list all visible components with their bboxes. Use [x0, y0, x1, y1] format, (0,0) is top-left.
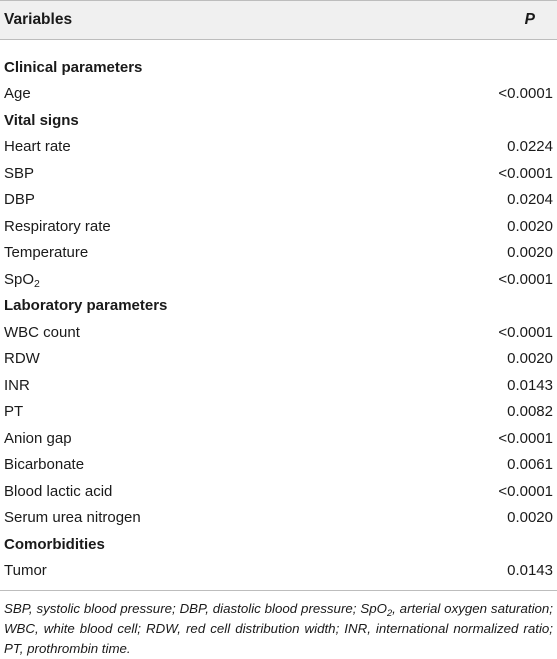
variable-label [4, 350, 40, 367]
variable-label-text: Blood lactic acid [4, 482, 113, 500]
p-value: 0.0020 [507, 244, 553, 262]
section-header-row [0, 107, 557, 134]
table-row [0, 399, 557, 426]
variable-label-text: SpO [4, 270, 35, 288]
p-value: <0.0001 [498, 482, 553, 500]
p-value: 0.0143 [507, 562, 553, 580]
variable-label [4, 191, 35, 208]
variable-label [4, 456, 84, 473]
variable-label-text: SBP [4, 164, 35, 182]
variable-label-text: RDW [4, 350, 40, 368]
section-header-row [0, 293, 557, 320]
p-value: 0.0224 [507, 138, 553, 156]
p-value: 0.0020 [507, 350, 553, 368]
variable-label [4, 165, 34, 182]
variable-label-text: Tumor [4, 562, 47, 580]
p-value: <0.0001 [498, 164, 553, 182]
table-body [0, 40, 557, 584]
variable-label [4, 271, 40, 288]
section-header-row [0, 531, 557, 558]
table-row [0, 372, 557, 399]
variable-label-text: Respiratory rate [4, 217, 111, 235]
variable-label-subscript: 2 [34, 277, 40, 290]
variable-label-text: Vital signs [4, 111, 79, 129]
footnote-sub: 2 [386, 607, 393, 618]
table-row [0, 505, 557, 532]
variable-label [4, 430, 72, 447]
variable-label-text: Laboratory parameters [4, 297, 168, 315]
variable-label-text: Clinical parameters [4, 58, 143, 76]
table-header [0, 0, 557, 40]
p-value: 0.0204 [507, 191, 553, 209]
table-row [0, 134, 557, 161]
header-variables: Variables [4, 11, 73, 28]
variable-label [4, 85, 31, 102]
footnote-part1: SBP, systolic blood pressure; DBP, diastolic blood pressure; SpO [4, 601, 387, 616]
variable-label [4, 483, 112, 500]
variable-label-text: PT [4, 403, 24, 421]
table-row [0, 266, 557, 293]
table-row [0, 240, 557, 267]
table-row [0, 558, 557, 585]
table-row [0, 160, 557, 187]
variable-label [4, 562, 47, 579]
table-row [0, 319, 557, 346]
header-p-value: P [524, 11, 535, 28]
p-value: <0.0001 [498, 270, 553, 288]
p-value: 0.0061 [507, 456, 553, 474]
variable-label-text: Serum urea nitrogen [4, 509, 141, 527]
table-row [0, 346, 557, 373]
variable-label-text: Bicarbonate [4, 456, 85, 474]
variable-label-text: INR [4, 376, 30, 394]
variable-label [4, 218, 111, 235]
section-label [4, 59, 142, 76]
variable-label-text: Age [4, 85, 31, 103]
variable-label-text: Comorbidities [4, 535, 105, 553]
table-row [0, 187, 557, 214]
table-footnote [0, 591, 557, 659]
footnote-part2: , arterial oxygen saturation; WBC, white blood cell; RDW, red cell distribution width; INR, international normalized ratio; PT, prothrombin time. [4, 601, 554, 656]
section-label [4, 536, 105, 553]
p-value: <0.0001 [498, 429, 553, 447]
variable-label-text: Anion gap [4, 429, 72, 447]
variable-label [4, 509, 141, 526]
table-row [0, 478, 557, 505]
variable-label-text: WBC count [4, 323, 80, 341]
section-label [4, 297, 167, 314]
variable-label [4, 324, 80, 341]
variable-label [4, 138, 71, 155]
table-row [0, 425, 557, 452]
table-row [0, 452, 557, 479]
variable-label [4, 377, 30, 394]
p-value: <0.0001 [498, 85, 553, 103]
table-row [0, 81, 557, 108]
p-value: 0.0082 [507, 403, 553, 421]
p-value: 0.0020 [507, 217, 553, 235]
p-value: <0.0001 [498, 323, 553, 341]
p-value: 0.0020 [507, 509, 553, 527]
variable-label-text: Temperature [4, 244, 89, 262]
section-header-row [0, 54, 557, 81]
variable-label-text: Heart rate [4, 138, 71, 156]
variable-label [4, 244, 88, 261]
p-value: 0.0143 [507, 376, 553, 394]
variable-label-text: DBP [4, 191, 35, 209]
section-label [4, 112, 79, 129]
variable-label [4, 403, 23, 420]
table-row [0, 213, 557, 240]
